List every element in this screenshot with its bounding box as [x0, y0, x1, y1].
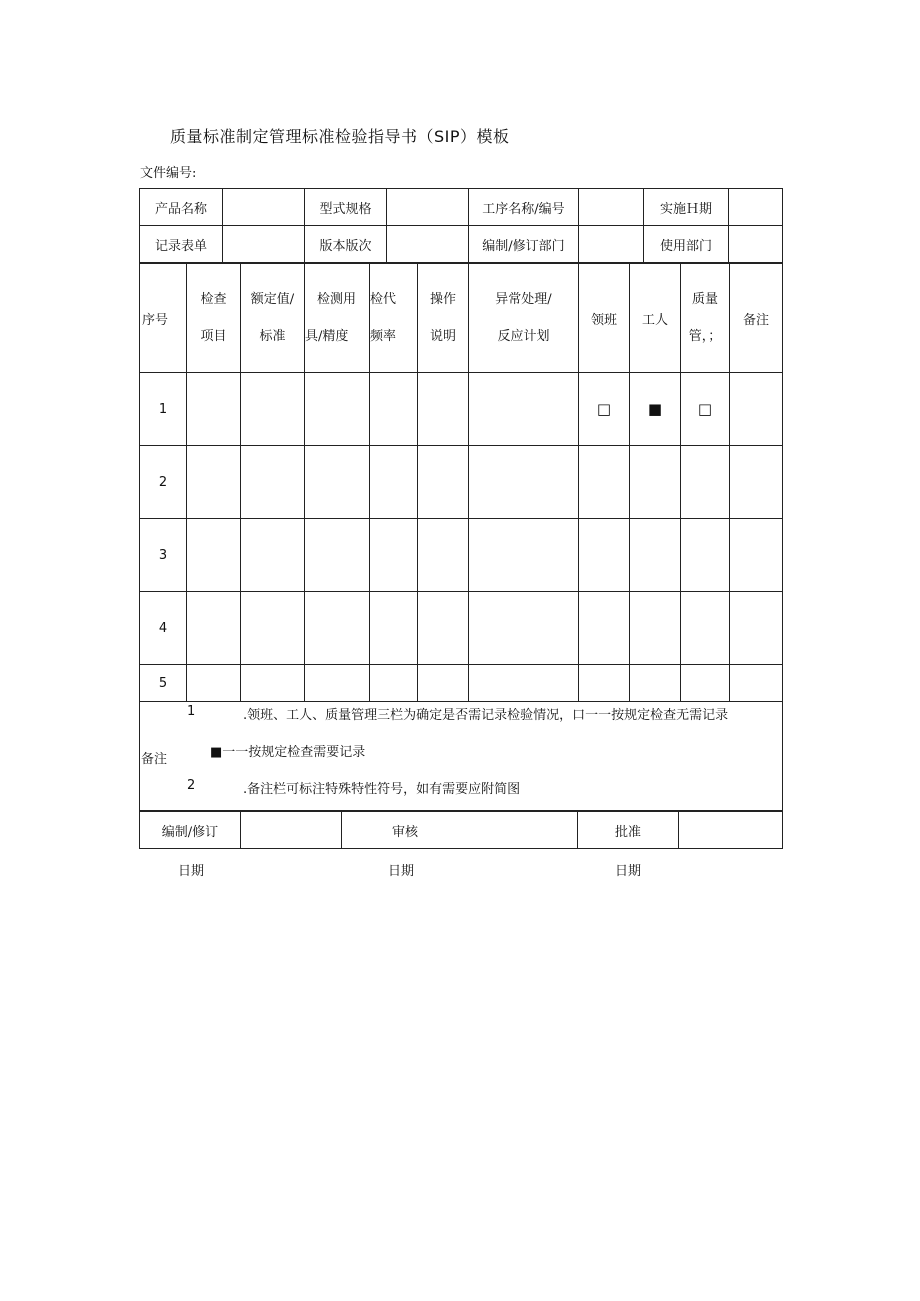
edit-dept-label: 编制/修订部门 — [469, 226, 579, 263]
cell[interactable] — [730, 519, 783, 592]
col-freq: 检代 频率 — [370, 264, 418, 373]
col-tool: 检测用 具/精度 — [305, 264, 370, 373]
cell[interactable] — [370, 446, 418, 519]
cell[interactable] — [370, 519, 418, 592]
table-row — [140, 373, 783, 446]
cell[interactable] — [579, 519, 630, 592]
worker-checkbox[interactable]: ■ — [630, 373, 681, 446]
cell[interactable] — [469, 373, 579, 446]
cell[interactable] — [469, 446, 579, 519]
cell[interactable] — [579, 446, 630, 519]
doc-number-label: 文件编号: — [140, 166, 197, 181]
cell[interactable] — [418, 373, 469, 446]
cell[interactable] — [730, 592, 783, 665]
approve-field[interactable] — [679, 812, 783, 849]
cell[interactable] — [241, 446, 305, 519]
cell[interactable] — [579, 665, 630, 702]
col-op: 操作 说明 — [418, 264, 469, 373]
cell[interactable] — [370, 665, 418, 702]
date-label-1: 日期 — [178, 864, 205, 879]
cell[interactable] — [241, 373, 305, 446]
remark-line-3: .备注栏可标注特殊特性符号，如有需要应附简图 — [243, 782, 521, 797]
cell[interactable] — [630, 446, 681, 519]
approve-label: 批准 — [578, 812, 679, 849]
header-table — [139, 188, 783, 263]
cell[interactable] — [418, 665, 469, 702]
cell[interactable] — [469, 519, 579, 592]
cell[interactable] — [579, 592, 630, 665]
use-dept-field[interactable] — [729, 226, 783, 263]
model-spec-field[interactable] — [387, 189, 469, 226]
cell[interactable] — [305, 446, 370, 519]
row-number: 1 — [140, 373, 187, 446]
cell[interactable] — [305, 592, 370, 665]
cell[interactable] — [469, 592, 579, 665]
cell[interactable] — [630, 665, 681, 702]
cell[interactable] — [681, 592, 730, 665]
cell[interactable] — [730, 665, 783, 702]
edit-field[interactable] — [241, 812, 342, 849]
impl-date-label: 实施Ｈ期 — [644, 189, 729, 226]
row-number: 5 — [140, 665, 187, 702]
process-name-field[interactable] — [579, 189, 644, 226]
use-dept-label: 使用部门 — [644, 226, 729, 263]
inspection-table — [139, 263, 783, 811]
version-field[interactable] — [387, 226, 469, 263]
cell[interactable] — [305, 373, 370, 446]
impl-date-field[interactable] — [729, 189, 783, 226]
col-seq: 序号 — [140, 264, 187, 373]
model-spec-label: 型式规格 — [305, 189, 387, 226]
row-number: 2 — [140, 446, 187, 519]
remark-line-1: .领班、工人、质量管理三栏为确定是否需记录检验情况，口一一按规定检查无需记录 — [243, 708, 729, 723]
col-rated: 额定值/ 标准 — [241, 264, 305, 373]
cell[interactable] — [469, 665, 579, 702]
table-row — [140, 665, 783, 702]
col-abnormal: 异常处理/ 反应计划 — [469, 264, 579, 373]
cell[interactable] — [681, 446, 730, 519]
header-row-2 — [140, 226, 783, 263]
cell[interactable] — [187, 665, 241, 702]
cell[interactable] — [681, 665, 730, 702]
cell[interactable] — [681, 519, 730, 592]
remark-line-2: ■一一按规定检查需要记录 — [210, 745, 366, 760]
edit-label: 编制/修订 — [140, 812, 241, 849]
date-label-3: 日期 — [615, 864, 642, 879]
process-name-label: 工序名称/编号 — [469, 189, 579, 226]
page-title: 质量标准制定管理标准检验指导书（SIP）模板 — [170, 127, 510, 146]
table-row — [140, 519, 783, 592]
date-label-2: 日期 — [388, 864, 415, 879]
cell[interactable] — [305, 665, 370, 702]
cell[interactable] — [630, 519, 681, 592]
remarks-cell — [140, 702, 783, 811]
leader-checkbox[interactable]: □ — [579, 373, 630, 446]
review-label: 审核 — [342, 812, 578, 849]
edit-dept-field[interactable] — [579, 226, 644, 263]
cell[interactable] — [370, 592, 418, 665]
col-leader: 领班 — [579, 264, 630, 373]
header-row-1 — [140, 189, 783, 226]
cell[interactable] — [305, 519, 370, 592]
row-number: 4 — [140, 592, 187, 665]
remarks-label: 备注 — [141, 752, 168, 767]
col-worker: 工人 — [630, 264, 681, 373]
cell[interactable] — [187, 592, 241, 665]
cell[interactable] — [241, 665, 305, 702]
cell[interactable] — [370, 373, 418, 446]
table-row — [140, 592, 783, 665]
record-form-field[interactable] — [223, 226, 305, 263]
qm-checkbox[interactable]: □ — [681, 373, 730, 446]
cell[interactable] — [187, 373, 241, 446]
cell[interactable] — [630, 592, 681, 665]
column-header-row — [140, 264, 783, 373]
product-name-label: 产品名称 — [140, 189, 223, 226]
col-item: 检查 项目 — [187, 264, 241, 373]
cell[interactable] — [241, 519, 305, 592]
col-remark: 备注 — [730, 264, 783, 373]
cell[interactable] — [418, 592, 469, 665]
cell[interactable] — [730, 373, 783, 446]
cell[interactable] — [418, 519, 469, 592]
table-row — [140, 446, 783, 519]
remark-number-1: 1 — [187, 704, 196, 719]
cell[interactable] — [730, 446, 783, 519]
cell[interactable] — [187, 446, 241, 519]
version-label: 版本版次 — [305, 226, 387, 263]
remark-number-2: 2 — [187, 778, 196, 793]
remarks-row — [140, 702, 783, 811]
signature-row — [140, 812, 783, 849]
signature-table — [139, 811, 783, 849]
cell[interactable] — [418, 446, 469, 519]
cell[interactable] — [187, 519, 241, 592]
cell[interactable] — [241, 592, 305, 665]
col-qm: 质量 管，； — [681, 264, 730, 373]
record-form-label: 记录表单 — [140, 226, 223, 263]
product-name-field[interactable] — [223, 189, 305, 226]
row-number: 3 — [140, 519, 187, 592]
